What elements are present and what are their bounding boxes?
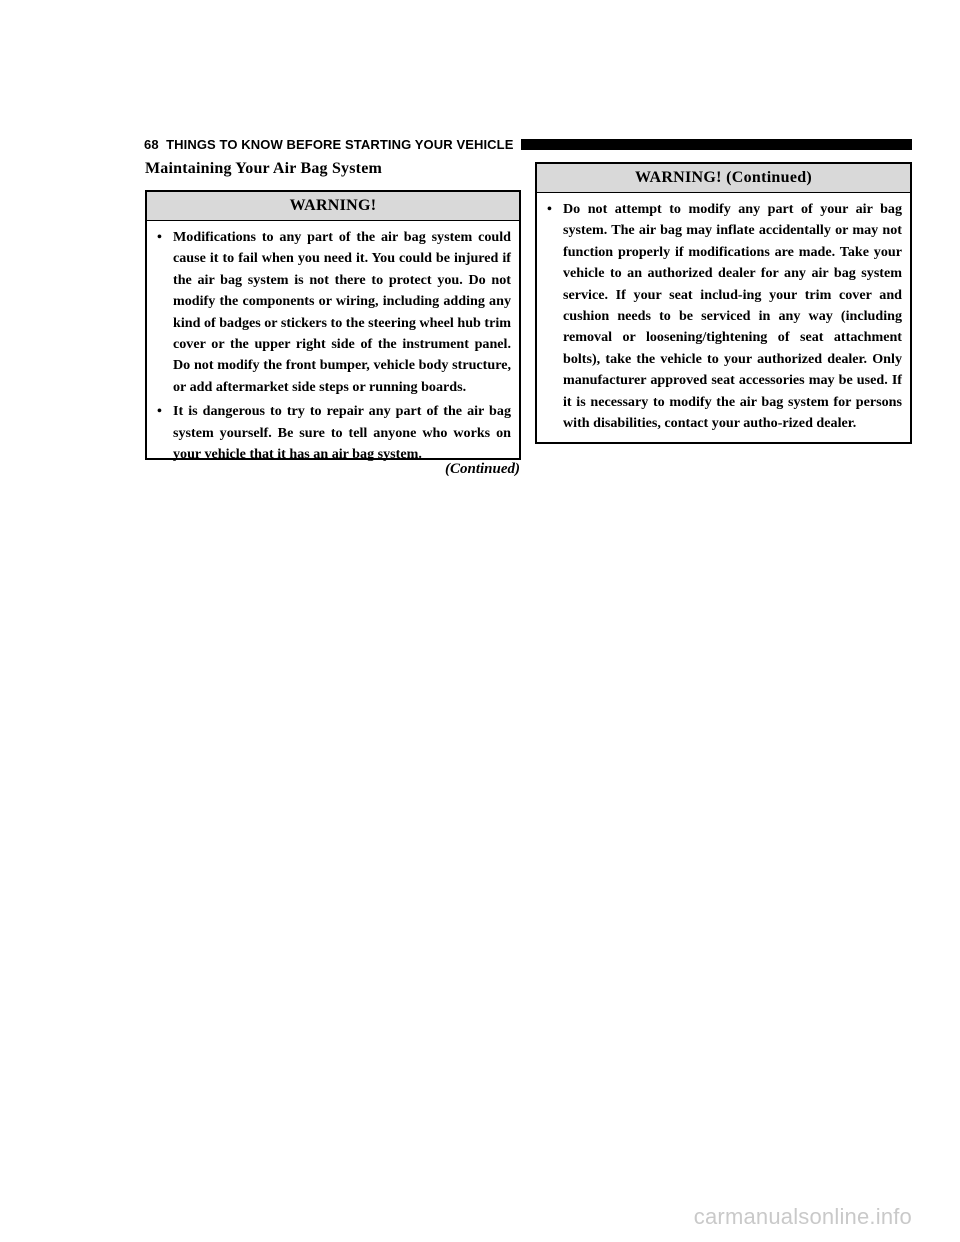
warning-item-text: Modifications to any part of the air bag system could cause it to fail when you need it. You could be injured if the air bag system is not there to protect you. Do not modify the components or wiring, including adding any kind of badges or stickers to the steering wheel hub trim cover or the upper right side of the instrument panel. Do not modify the front bumper, vehicle body structure, or add aftermarket side steps or running boards. xyxy=(173,229,511,395)
warning-list xyxy=(147,221,519,476)
warning-box-right xyxy=(535,162,912,444)
header-text xyxy=(144,137,521,152)
continued-label: (Continued) xyxy=(444,461,520,477)
warning-list xyxy=(537,193,910,445)
warning-item xyxy=(155,401,511,465)
bullet-icon: • xyxy=(157,404,162,420)
running-header xyxy=(144,135,912,153)
warning-box-left xyxy=(145,190,521,463)
warning-item xyxy=(155,227,511,398)
warning-item xyxy=(545,199,902,434)
bullet-icon: • xyxy=(547,202,552,217)
warning-title-continued: WARNING! (Continued) xyxy=(537,164,910,193)
watermark-text: carmanualsonline.info xyxy=(693,1204,912,1229)
header-rule xyxy=(521,139,912,150)
chapter-title: THINGS TO KNOW BEFORE STARTING YOUR VEHICLE xyxy=(166,136,514,152)
warning-item-text: It is dangerous to try to repair any part of the air bag system yourself. Be sure to tell anyone who works on your vehicle that it has an air bag system. xyxy=(173,403,511,463)
warning-item-text: Do not attempt to modify any part of your air bag system. The air bag may inflate accidentally or may not function properly if modifications are made. Take your vehicle to an authorized dealer for any air bag system service. If your seat includ-ing your trim cover and cushion needs to be serviced in any way (including removal or loosening/tightening of seat attachment bolts), take the vehicle to your authorized dealer. Only manufacturer approved seat accessories may be used. If it is necessary to modify the air bag system for persons with disabilities, contact your autho-rized dealer. xyxy=(563,201,902,432)
warning-title: WARNING! xyxy=(147,192,519,221)
page-number: 68 xyxy=(144,136,159,152)
bullet-icon: • xyxy=(157,230,162,245)
section-title: Maintaining Your Air Bag System xyxy=(145,160,383,177)
